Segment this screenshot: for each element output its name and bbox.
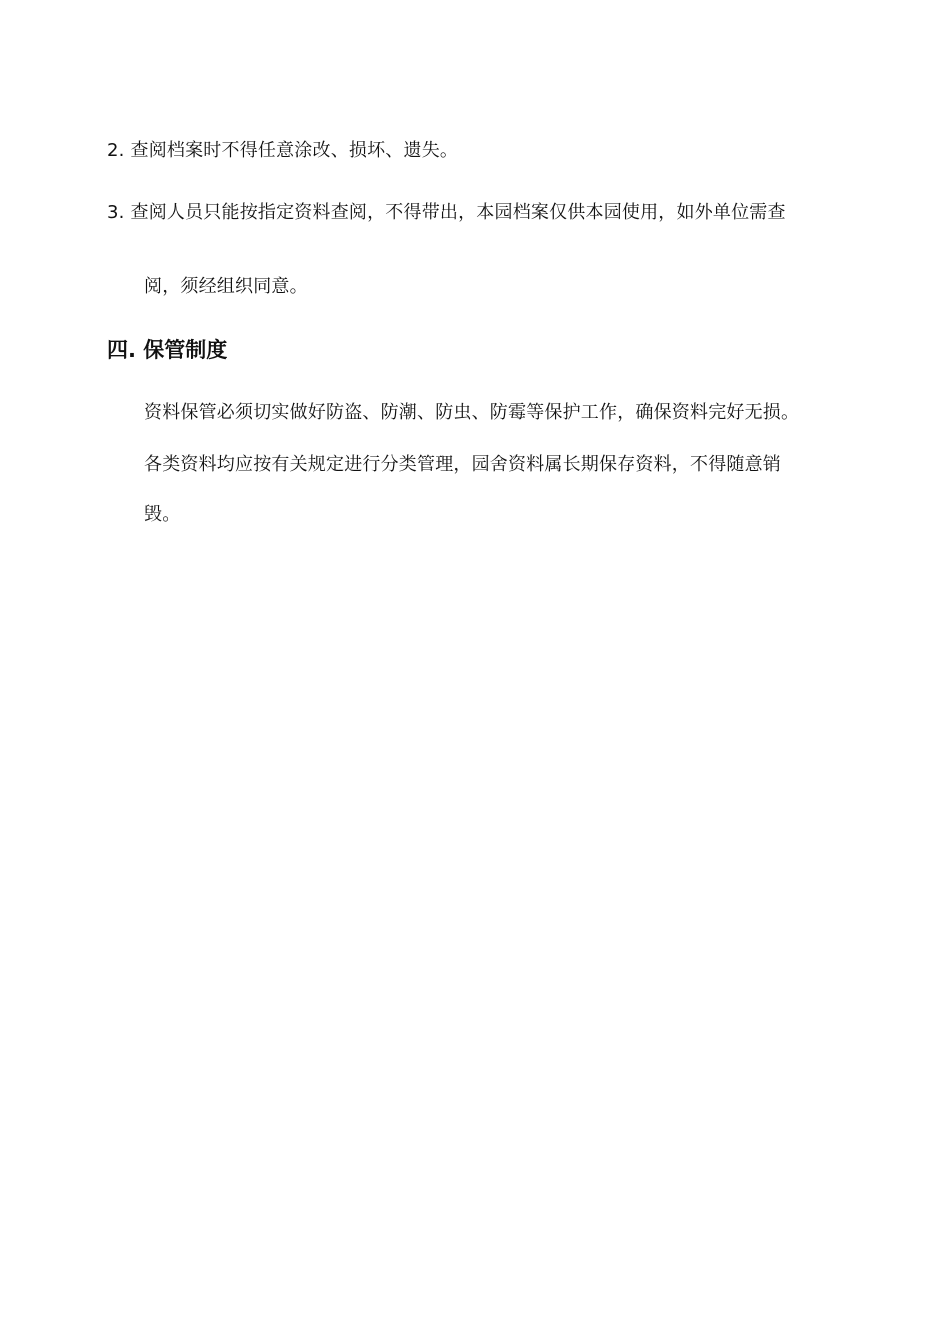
list-item-3-line-2: 阅，须经组织同意。 [144,276,308,297]
section-paragraph-line-3: 毁。 [144,504,181,525]
section-heading-storage: 四. 保管制度 [107,338,228,362]
list-item-2: 2. 查阅档案时不得任意涂改、损坏、遗失。 [107,140,459,161]
section-paragraph-line-1: 资料保管必须切实做好防盗、防潮、防虫、防霉等保护工作，确保资料完好无损。 [144,402,800,423]
section-paragraph-line-2: 各类资料均应按有关规定进行分类管理，园舍资料属长期保存资料，不得随意销 [144,454,781,475]
list-item-3-line-1: 3. 查阅人员只能按指定资料查阅，不得带出，本园档案仅供本园使用，如外单位需查 [107,202,786,223]
